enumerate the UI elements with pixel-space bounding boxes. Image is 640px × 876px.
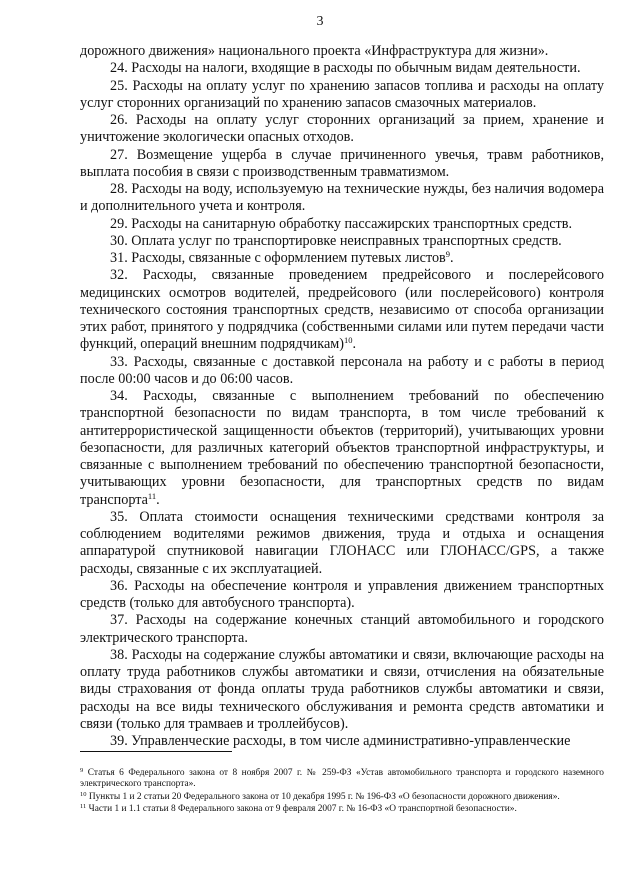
- paragraph-text: 35. Оплата стоимости оснащения техническими средствами контроля за соблюдением водителями режимов движения, труда и отдыха и оснащения аппаратурой спутниковой навигации ГЛОНАСС или ГЛОНАСС/GPS, а также расходы, связанные с их эксплуатацией.: [80, 508, 604, 577]
- paragraph-text: 25. Расходы на оплату услуг по хранению запасов топлива и расходы на оплату услуг сторонних организаций по хранению запасов смазочных материалов.: [80, 77, 604, 111]
- paragraph-text: 26. Расходы на оплату услуг сторонних организаций за прием, хранение и уничтожение экологически опасных отходов.: [80, 112, 604, 146]
- footnote-text: Статья 6 Федерального закона от 8 ноября 2007 г. № 259-ФЗ «Устав автомобильного транспорта и городского наземного электрического транспорта».: [80, 768, 604, 790]
- paragraph: [80, 78, 604, 113]
- footnote: [80, 804, 604, 815]
- paragraph: [80, 612, 604, 647]
- paragraph: [80, 60, 604, 77]
- footnote: [80, 768, 604, 791]
- document-body: [80, 43, 604, 750]
- footnote-mark: 10: [80, 790, 87, 798]
- paragraph-text: 30. Оплата услуг по транспортировке неисправных транспортных средств.: [110, 232, 562, 249]
- paragraph-text: дорожного движения» национального проекта «Инфраструктура для жизни».: [80, 43, 549, 59]
- footnote-reference: 11: [147, 490, 157, 501]
- footnote: [80, 792, 604, 803]
- footnote-separator: [80, 751, 232, 752]
- paragraph-text-end: .: [450, 250, 454, 266]
- paragraph-text-end: .: [352, 336, 356, 353]
- footnotes: [80, 768, 604, 817]
- paragraph: [80, 233, 604, 250]
- paragraph-text: 33. Расходы, связанные с доставкой персонала на работу и с работы в период после 00:00 часов и до 06:00 часов.: [80, 353, 604, 387]
- paragraph-text: 36. Расходы на обеспечение контроля и управления движением транспортных средств (только для автобусного транспорта).: [80, 577, 604, 611]
- paragraph-text: 29. Расходы на санитарную обработку пассажирских транспортных средств.: [110, 215, 573, 232]
- paragraph: [80, 147, 604, 182]
- paragraph-text: 27. Возмещение ущерба в случае причиненного увечья, травм работников, выплата пособия в связи с производственным травматизмом.: [80, 146, 604, 180]
- paragraph: [80, 578, 604, 613]
- paragraph: [80, 43, 604, 60]
- paragraph-text: 32. Расходы, связанные проведением предрейсового и послерейсового медицинских осмотров водителей, предрейсового (или послерейсового) контроля технического состояния транспортных средств, независимо от способа организации этих работ, принятого у подрядчика (собственными силами или путем передачи части функций, операций внешним подрядчикам): [80, 267, 604, 353]
- paragraph: [80, 181, 604, 216]
- paragraph-text: 28. Расходы на воду, используемую на технические нужды, без наличия водомера и дополнительного учета и контроля.: [80, 181, 604, 215]
- paragraph-text: 39. Управленческие расходы, в том числе административно-управленческие: [110, 733, 571, 749]
- paragraph-text: 37. Расходы на содержание конечных станций автомобильного и городского электрического транспорта.: [80, 612, 604, 646]
- paragraph-text: 34. Расходы, связанные с выполнением требований по обеспечению транспортной безопасности по видам транспорта, в том числе требований к антитеррористической защищенности объектов (территорий), учитывающих уровни безопасности, для различных категорий объектов транспортной инфраструктуры, и связанные с выполнением требований по обеспечению транспортной безопасности, учитывающих уровни безопасности, для транспортных средств по видам транспорта: [80, 388, 604, 508]
- paragraph: [80, 509, 604, 578]
- paragraph-text: 38. Расходы на содержание службы автоматики и связи, включающие расходы на оплату труда работников службы автоматики и связи, отчисления на обязательные виды страхования от фонда оплаты труда работников службы автоматики и связи, расходы на все виды технического обслуживания и ремонта средств автоматики и связи (только для трамваев и троллейбусов).: [80, 646, 604, 732]
- paragraph: [80, 388, 604, 509]
- paragraph-text: 31. Расходы, связанные с оформлением путевых листов: [110, 250, 446, 266]
- paragraph: [80, 733, 604, 750]
- footnote-mark: 11: [80, 803, 87, 811]
- footnote-reference: 10: [343, 335, 353, 346]
- paragraph: [80, 216, 604, 233]
- paragraph: [80, 112, 604, 147]
- page-number: 3: [316, 14, 324, 29]
- footnote-text: Части 1 и 1.1 статьи 8 Федерального закона от 9 февраля 2007 г. № 16-ФЗ «О транспортной безопасности».: [86, 804, 517, 815]
- paragraph: [80, 354, 604, 389]
- paragraph-text: 24. Расходы на налоги, входящие в расходы по обычным видам деятельности.: [110, 60, 581, 77]
- paragraph: [80, 267, 604, 353]
- paragraph: [80, 250, 604, 267]
- paragraph: [80, 647, 604, 733]
- footnote-reference: 9: [445, 249, 451, 259]
- footnote-mark: 9: [80, 767, 84, 774]
- footnote-text: Пункты 1 и 2 статьи 20 Федерального закона от 10 декабря 1995 г. № 196-ФЗ «О безопасности дорожного движения».: [86, 791, 560, 802]
- paragraph-text-end: .: [156, 491, 160, 508]
